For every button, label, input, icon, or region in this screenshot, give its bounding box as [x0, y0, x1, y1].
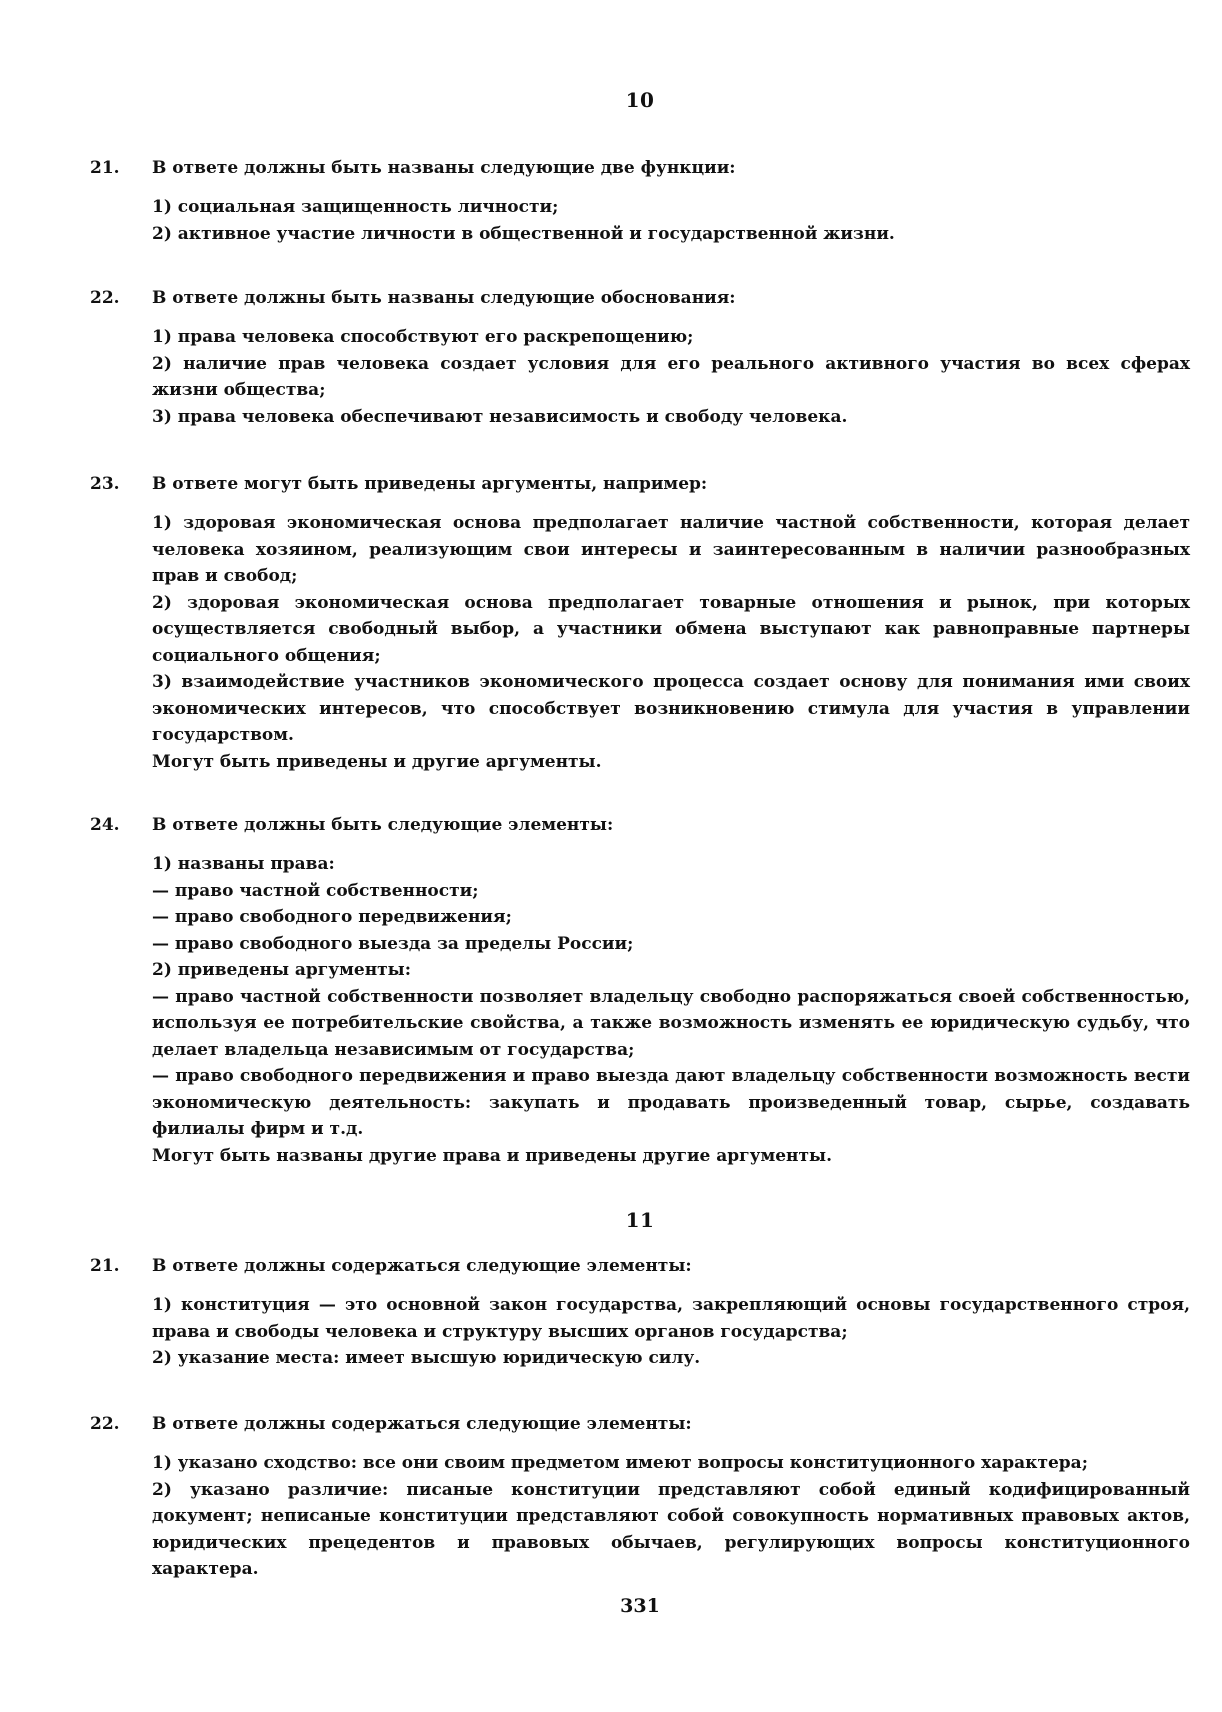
- answer-line: 3) права человека обеспечивают независимость и свободу человека.: [152, 406, 848, 427]
- page-number: 331: [620, 1595, 660, 1617]
- question-number: 24.: [90, 815, 120, 835]
- answer-line: 1) конституция — это основной закон государства, закрепляющий основы государственного строя, права и свободы человека и структуру высших органов государства;: [152, 1295, 1190, 1342]
- question-heading: В ответе должны содержаться следующие элементы:: [152, 1414, 692, 1434]
- answer-line: 2) указание места: имеет высшую юридическую силу.: [152, 1348, 701, 1368]
- question-heading: В ответе должны содержаться следующие элементы:: [152, 1256, 692, 1276]
- answer-text: [152, 851, 1190, 1169]
- answer-line: — право частной собственности;: [152, 880, 479, 901]
- question-number: 23.: [90, 474, 120, 494]
- answer-text: [152, 194, 1190, 247]
- section-number-10: 10: [625, 88, 655, 112]
- answer-line: — право свободного передвижения;: [152, 907, 512, 927]
- answer-line: 1) указано сходство: все они своим предметом имеют вопросы конституционного характера;: [152, 1453, 1088, 1473]
- answer-text: [152, 510, 1190, 775]
- answer-line: 2) активное участие личности в общественной и государственной жизни.: [152, 223, 895, 244]
- answer-line: 1) названы права:: [152, 854, 335, 874]
- question-heading: В ответе могут быть приведены аргументы, например:: [152, 474, 708, 494]
- question-number: 21.: [90, 1256, 120, 1276]
- answer-line: 2) здоровая экономическая основа предполагает товарные отношения и рынок, при которых осуществляется свободный выбор, а участники обмена выступают как равноправные партнеры социального общения;: [152, 592, 1190, 666]
- question-number: 21.: [90, 158, 120, 178]
- answer-line: 2) указано различие: писаные конституции представляют собой единый кодифицированный документ; неписаные конституции представляют собой совокупность нормативных правовых актов, юридических прецедентов и правовых обычаев, регулирующих вопросы конституционного характера.: [152, 1479, 1190, 1579]
- question-number: 22.: [90, 288, 120, 308]
- answer-line: Могут быть названы другие права и приведены другие аргументы.: [152, 1145, 832, 1166]
- question-heading: В ответе должны быть названы следующие две функции:: [152, 158, 736, 178]
- answer-line: — право свободного выезда за пределы России;: [152, 933, 634, 954]
- answer-line: 3) взаимодействие участников экономического процесса создает основу для понимания ими своих экономических интересов, что способствует возникновению стимула для участия в управлении государством.: [152, 672, 1190, 745]
- answer-line: — право свободного передвижения и право выезда дают владельцу собственности возможность вести экономическую деятельность: закупать и продавать произведенный товар, сырье, создавать филиалы фирм и т.д.: [152, 1066, 1190, 1139]
- answer-text: [152, 1292, 1190, 1372]
- answer-line: 1) права человека способствуют его раскрепощению;: [152, 327, 694, 347]
- answer-line: 2) наличие прав человека создает условия для его реального активного участия во всех сферах жизни общества;: [152, 353, 1190, 400]
- question-number: 22.: [90, 1414, 120, 1434]
- answer-line: 1) здоровая экономическая основа предполагает наличие частной собственности, которая делает человека хозяином, реализующим свои интересы и заинтересованным в наличии разнообразных прав и свобод;: [152, 513, 1190, 586]
- question-heading: В ответе должны быть следующие элементы:: [152, 815, 614, 835]
- section-number-11: 11: [625, 1208, 655, 1232]
- answer-line: — право частной собственности позволяет владельцу свободно распоряжаться своей собственностью, используя ее потребительские свойства, а также возможность изменять ее юридическую судьбу, что делает владельца независимым от государства;: [152, 986, 1190, 1060]
- answer-line: Могут быть приведены и другие аргументы.: [152, 751, 602, 772]
- question-heading: В ответе должны быть названы следующие обоснования:: [152, 288, 736, 308]
- answer-text: [152, 1450, 1190, 1583]
- answer-text: [152, 324, 1190, 430]
- answer-line: 1) социальная защищенность личности;: [152, 197, 559, 217]
- answer-line: 2) приведены аргументы:: [152, 960, 411, 980]
